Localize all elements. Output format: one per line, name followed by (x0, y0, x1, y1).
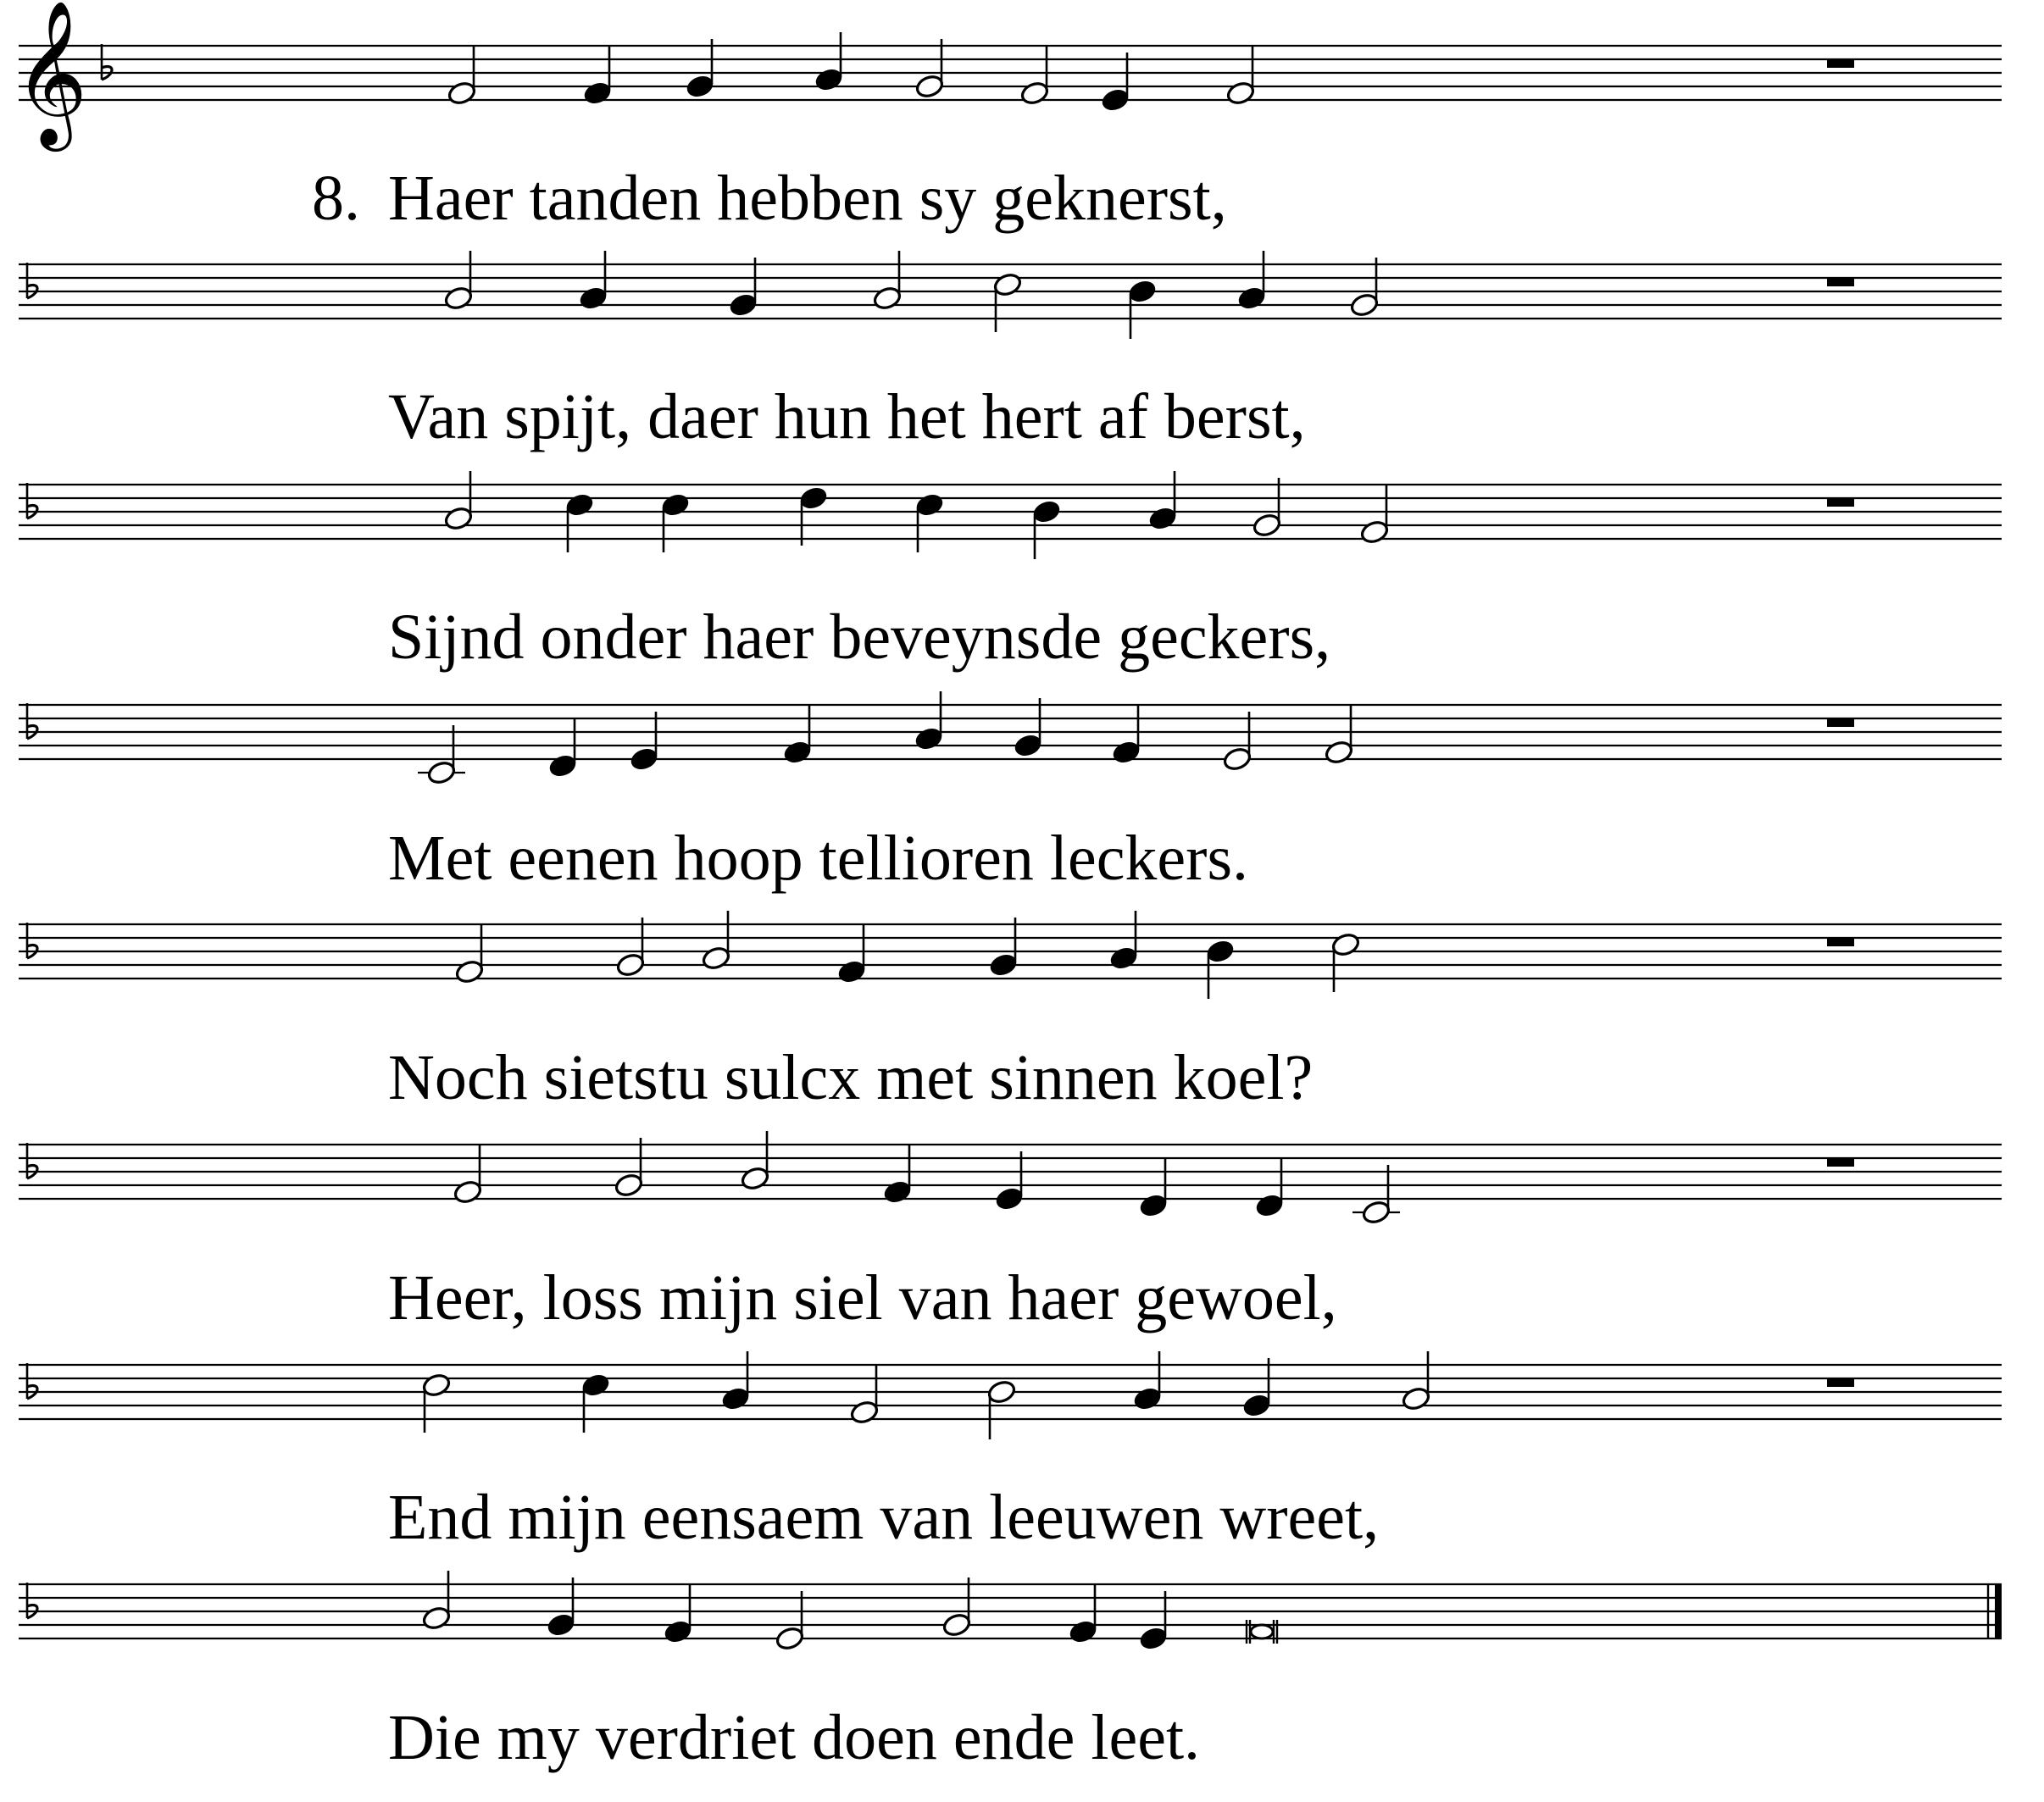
staff-system-7 (19, 1351, 2002, 1439)
note (443, 251, 474, 311)
note (1236, 251, 1267, 311)
half-rest-icon (1827, 59, 1854, 68)
note (663, 1584, 693, 1644)
note (914, 39, 945, 99)
lyric-line: Met eenen hoop tellioren leckers. (388, 823, 1249, 894)
note (994, 1151, 1025, 1211)
note (720, 1351, 751, 1411)
note (701, 911, 731, 971)
note (1330, 932, 1361, 992)
note (1324, 705, 1354, 765)
note (1068, 1584, 1098, 1644)
key-signature-flat-icon (27, 1143, 37, 1178)
note (1349, 258, 1380, 318)
note (660, 492, 691, 552)
note (1132, 1351, 1163, 1411)
note (914, 492, 945, 552)
note (1100, 53, 1130, 113)
note (1013, 698, 1043, 758)
key-signature-flat-icon (27, 1583, 37, 1618)
staff-system-2 (19, 251, 2002, 339)
note (814, 32, 844, 92)
note (453, 1145, 483, 1205)
note (914, 691, 944, 751)
note (685, 39, 715, 99)
note (421, 1372, 452, 1433)
note (775, 1591, 805, 1651)
verse-number: 8. (312, 163, 360, 234)
note (421, 1571, 452, 1631)
note (447, 46, 477, 106)
note (418, 725, 465, 785)
note (546, 1577, 576, 1638)
staff-system-6 (19, 1131, 2002, 1225)
key-signature-flat-icon (27, 923, 37, 958)
key-signature-flat-icon (27, 1363, 37, 1399)
note (836, 924, 867, 984)
key-signature-flat-icon (27, 263, 37, 298)
note (849, 1365, 880, 1425)
note (564, 492, 595, 552)
note (547, 718, 578, 779)
key-signature-flat-icon (27, 703, 37, 739)
note (580, 1372, 611, 1433)
lyric-line: Haer tanden hebben sy geknerst, (388, 163, 1227, 234)
half-rest-icon (1827, 1378, 1854, 1387)
note (1359, 485, 1390, 545)
note (443, 471, 474, 531)
lyric-line: Sijnd onder haer beveynsde geckers, (388, 602, 1331, 673)
note (582, 46, 613, 106)
half-rest-icon (1827, 498, 1854, 507)
key-signature-flat-icon (27, 483, 37, 518)
lyric-line: Die my verdriet doen ende leet. (388, 1702, 1201, 1773)
lyric-line: Van spijt, daer hun het hert af berst, (388, 381, 1306, 452)
staff-system-1 (14, 0, 2002, 152)
note (1254, 1158, 1285, 1218)
note (782, 705, 813, 765)
note (872, 251, 903, 311)
note (798, 485, 829, 546)
note (1138, 1591, 1169, 1651)
staff-system-4 (19, 691, 2002, 785)
lyric-line: Noch sietstu sulcx met sinnen koel? (388, 1042, 1314, 1113)
note (1225, 46, 1256, 106)
half-rest-icon (1827, 1158, 1854, 1167)
staff-system-5 (19, 911, 2002, 999)
note (1247, 1620, 1277, 1644)
note (1252, 478, 1282, 538)
note (1127, 279, 1158, 339)
note (1138, 1158, 1169, 1218)
half-rest-icon (1827, 718, 1854, 727)
note (988, 918, 1019, 978)
note (986, 1379, 1017, 1439)
staff-system-8 (19, 1571, 2002, 1651)
note (1031, 499, 1062, 559)
note (1401, 1351, 1431, 1411)
half-rest-icon (1827, 278, 1854, 286)
note (1241, 1358, 1272, 1418)
treble-clef-icon: 𝄞 (14, 0, 88, 145)
note (1222, 712, 1253, 772)
note (629, 712, 659, 772)
lyric-line: Heer, loss mijn siel van haer gewoel, (388, 1262, 1337, 1333)
lyric-line: End mijn eensaem van leeuwen wreet, (388, 1482, 1380, 1553)
note (740, 1131, 770, 1191)
note (1108, 911, 1139, 971)
note (615, 918, 646, 978)
note (1352, 1165, 1400, 1225)
note (1019, 46, 1050, 106)
half-rest-icon (1827, 938, 1854, 946)
note (992, 272, 1023, 332)
note (1205, 939, 1236, 999)
note (614, 1138, 644, 1198)
note (728, 258, 758, 318)
note (941, 1577, 972, 1638)
staff-system-3 (19, 471, 2002, 559)
note (882, 1145, 913, 1205)
note (1147, 471, 1178, 531)
note (1111, 705, 1141, 765)
key-signature-flat-icon (102, 44, 112, 80)
note (578, 251, 608, 311)
note (454, 924, 485, 984)
